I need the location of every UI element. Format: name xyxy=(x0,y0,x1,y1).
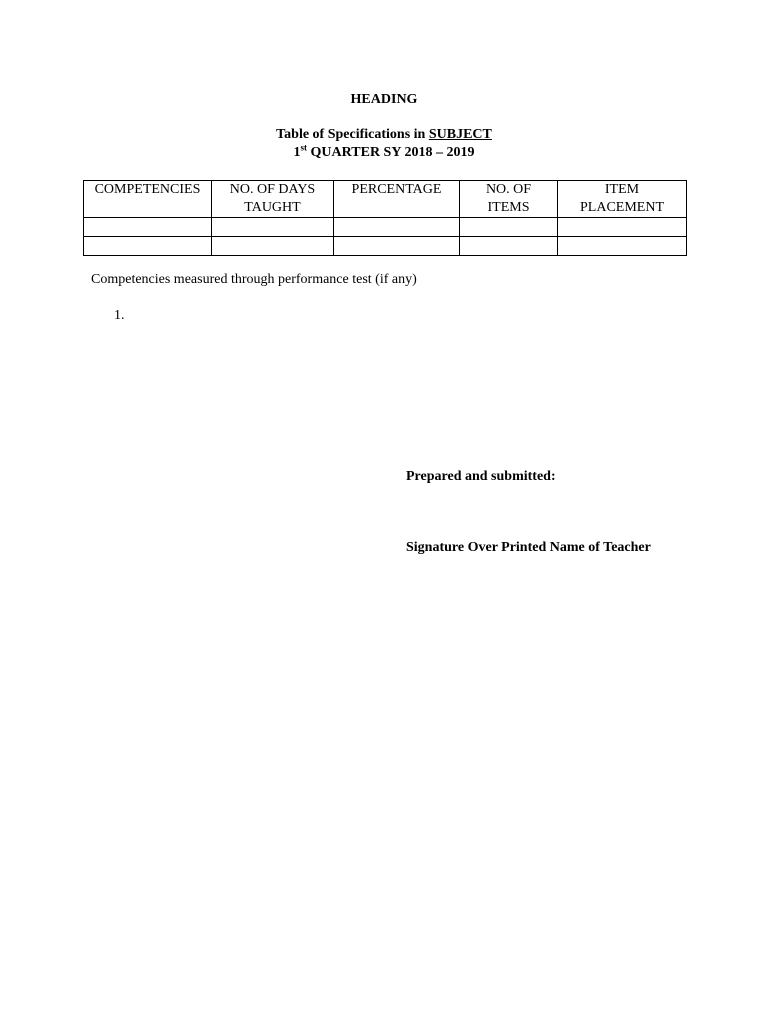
signature-label: Signature Over Printed Name of Teacher xyxy=(406,540,651,555)
table-cell xyxy=(558,237,687,256)
table-row xyxy=(84,218,687,237)
header-item-placement: ITEM PLACEMENT xyxy=(558,181,687,218)
quarter-ordinal-suffix: st xyxy=(300,142,308,153)
table-cell xyxy=(334,218,460,237)
quarter-text: QUARTER SY 2018 – 2019 xyxy=(307,145,475,160)
table-cell xyxy=(212,218,334,237)
header-days-taught: NO. OF DAYS TAUGHT xyxy=(212,181,334,218)
table-cell xyxy=(460,218,558,237)
table-cell xyxy=(334,237,460,256)
document-title xyxy=(0,127,768,143)
title-prefix: Table of Specifications in xyxy=(276,127,429,142)
table-cell xyxy=(84,218,212,237)
list-item-number: 1. xyxy=(114,308,125,323)
table-header-row xyxy=(84,181,687,218)
quarter-line xyxy=(0,142,768,161)
header-percentage: PERCENTAGE xyxy=(334,181,460,218)
prepared-label: Prepared and submitted: xyxy=(406,469,556,484)
document-heading: HEADING xyxy=(350,92,418,107)
header-items: NO. OF ITEMS xyxy=(460,181,558,218)
header-competencies: COMPETENCIES xyxy=(84,181,212,218)
table-cell xyxy=(558,218,687,237)
table-cell xyxy=(460,237,558,256)
table-row xyxy=(84,237,687,256)
table-cell xyxy=(84,237,212,256)
performance-test-note: Competencies measured through performance test (if any) xyxy=(91,272,417,287)
title-subject: SUBJECT xyxy=(428,127,492,142)
table-cell xyxy=(212,237,334,256)
quarter-number: 1 xyxy=(293,145,301,160)
specifications-table xyxy=(83,180,687,256)
